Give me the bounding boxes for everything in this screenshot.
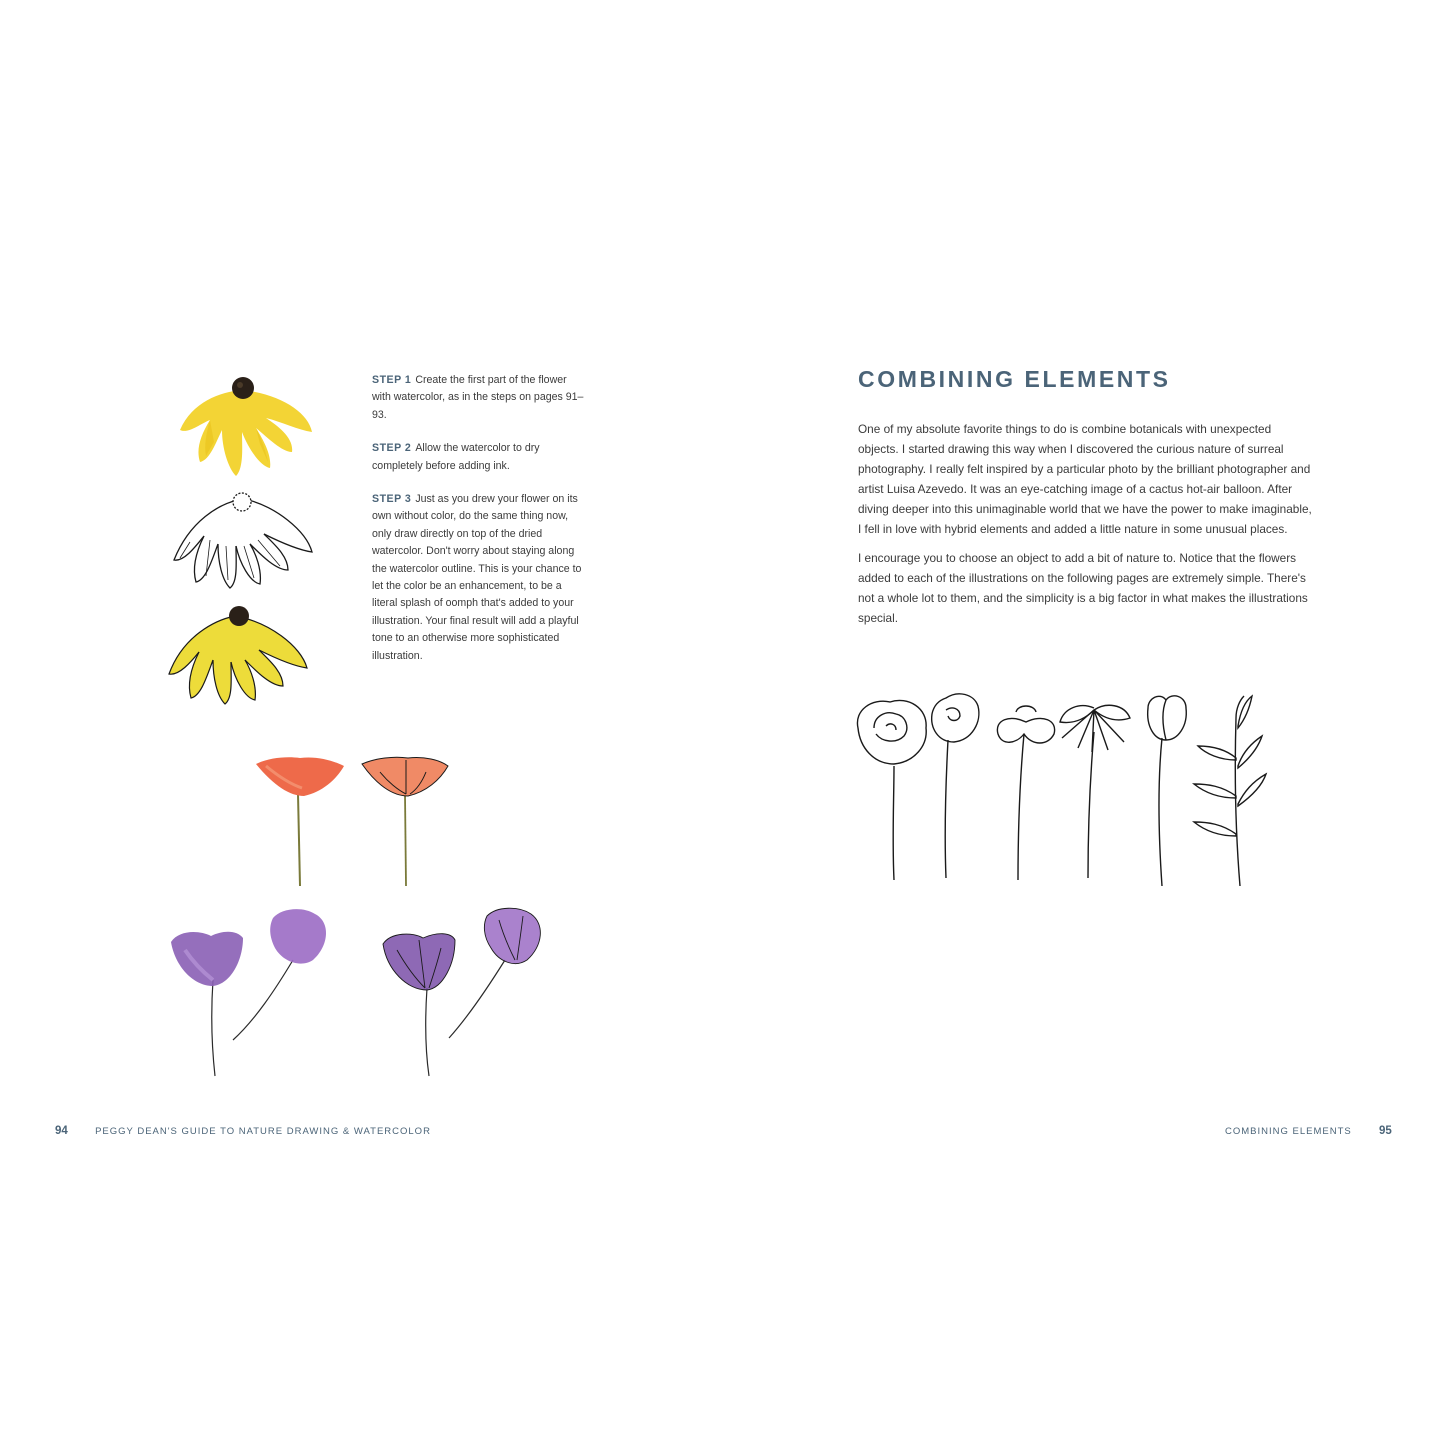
left-page-number: 94 <box>55 1125 68 1137</box>
right-page <box>722 0 1445 1445</box>
step-2-label: STEP 2 <box>372 442 412 455</box>
right-footer <box>1225 1125 1392 1137</box>
watercolor-poppy-pair <box>250 750 455 890</box>
step-3-text: Just as you drew your flower on its own without color, do the same thing now, only draw directly on top of the dried watercolor. Don't worry about staying along the watercolor outline. This is your chance to let the color be an enhancement, to be a literal splash of oomph that's added to your illustration. Your final result will add a playful tone to an otherwise more sophisticated illustration. <box>372 493 582 662</box>
left-page <box>0 0 722 1445</box>
step-2-text: Allow the watercolor to dry completely before adding ink. <box>372 442 540 472</box>
right-running-head: COMBINING ELEMENTS <box>1225 1126 1352 1137</box>
watercolor-daisy-step1 <box>170 372 325 482</box>
body-text <box>858 419 1313 636</box>
section-heading: COMBINING ELEMENTS <box>858 366 1171 392</box>
watercolor-tulip-group <box>165 900 555 1080</box>
combined-daisy-step3 <box>165 602 315 707</box>
step-instructions <box>372 372 587 681</box>
right-page-number: 95 <box>1379 1125 1392 1137</box>
line-art-flower-row <box>848 688 1308 893</box>
left-running-head: PEGGY DEAN'S GUIDE TO NATURE DRAWING & WATERCOLOR <box>95 1126 431 1137</box>
paragraph-1: One of my absolute favorite things to do is combine botanicals with unexpected objects. I started drawing this way when I discovered the curious nature of surreal photography. I really felt inspired by a particular photo by the brilliant photographer and artist Luisa Azevedo. It was an eye-catching image of a cactus hot-air balloon. After diving deeper into this unimaginable world that we have the power to make imaginable, I fell in love with hybrid elements and added a little nature in some unusual places. <box>858 422 1312 537</box>
step-1 <box>372 372 587 424</box>
left-footer <box>55 1125 431 1137</box>
ink-daisy-step2 <box>170 490 320 590</box>
step-3 <box>372 491 587 665</box>
step-2 <box>372 440 587 475</box>
step-3-label: STEP 3 <box>372 493 412 506</box>
paragraph-2: I encourage you to choose an object to add a bit of nature to. Notice that the flowers added to each of the illustrations on the following pages are extremely simple. There's not a whole lot to them, and the simplicity is a big factor in what makes the illustrations special. <box>858 550 1308 625</box>
step-1-text: Create the first part of the flower with watercolor, as in the steps on pages 91–93. <box>372 374 584 421</box>
step-1-label: STEP 1 <box>372 374 412 386</box>
